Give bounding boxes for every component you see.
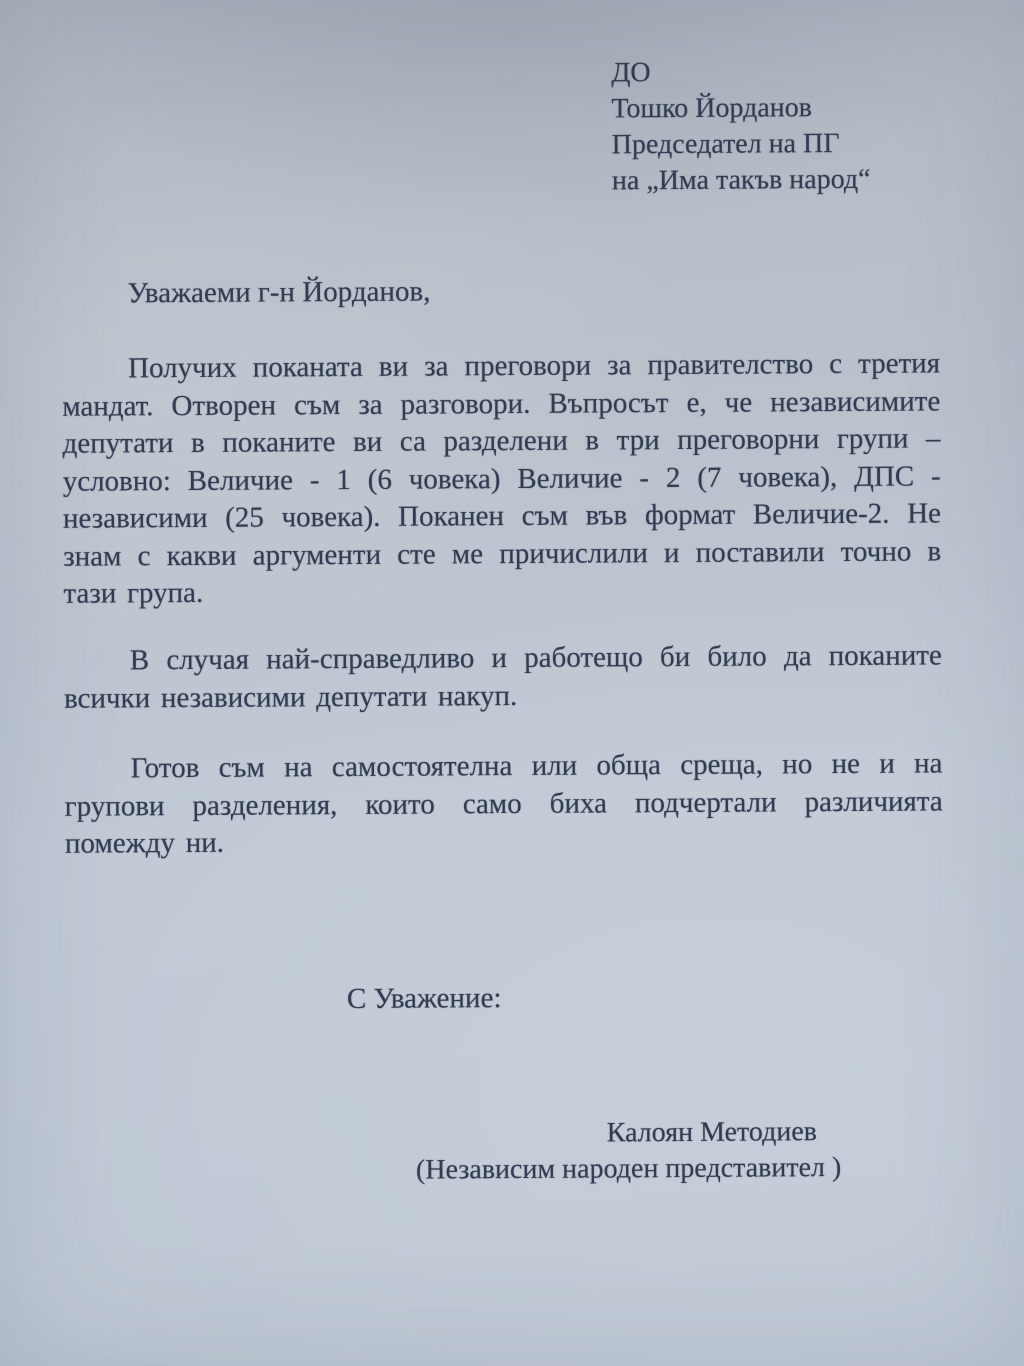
closing-phrase: С Уважение: — [346, 982, 502, 1016]
recipient-line-party: на „Има такъв народ“ — [611, 163, 871, 197]
recipient-line-role: Председател на ПГ — [611, 127, 840, 161]
paragraph-1: Получих поканата ви за преговори за правителство с третия мандат. Отворен съм за разговори. Въпросът е, че независимите депутати в поканите ви са разделени в три преговорни групи – условно: Величие - 1 (6 човека) Величие - 2 (7 човека), ДПС - независими (25 човека). Поканен съм във формат Величие-2. Не знам с какви аргументи сте ме причислили и поставили точно в тази група. — [62, 347, 942, 610]
recipient-block — [611, 54, 870, 200]
paragraph-3: Готов съм на самостоятелна или обща среща, но не и на групови разделения, които само биха подчертали различията помежду ни. — [64, 747, 943, 860]
recipient-line-to: ДО — [611, 57, 651, 89]
signature-name: Калоян Методиев — [606, 1116, 818, 1149]
signature-title: (Независим народен представител ) — [415, 1151, 842, 1186]
recipient-line-name: Тошко Йорданов — [611, 92, 813, 125]
paragraph-2: В случая най-справедливо и работещо би било да поканите всички независими депутати накуп. — [63, 639, 942, 715]
salutation: Уважаеми г-н Йорданов, — [127, 275, 431, 310]
